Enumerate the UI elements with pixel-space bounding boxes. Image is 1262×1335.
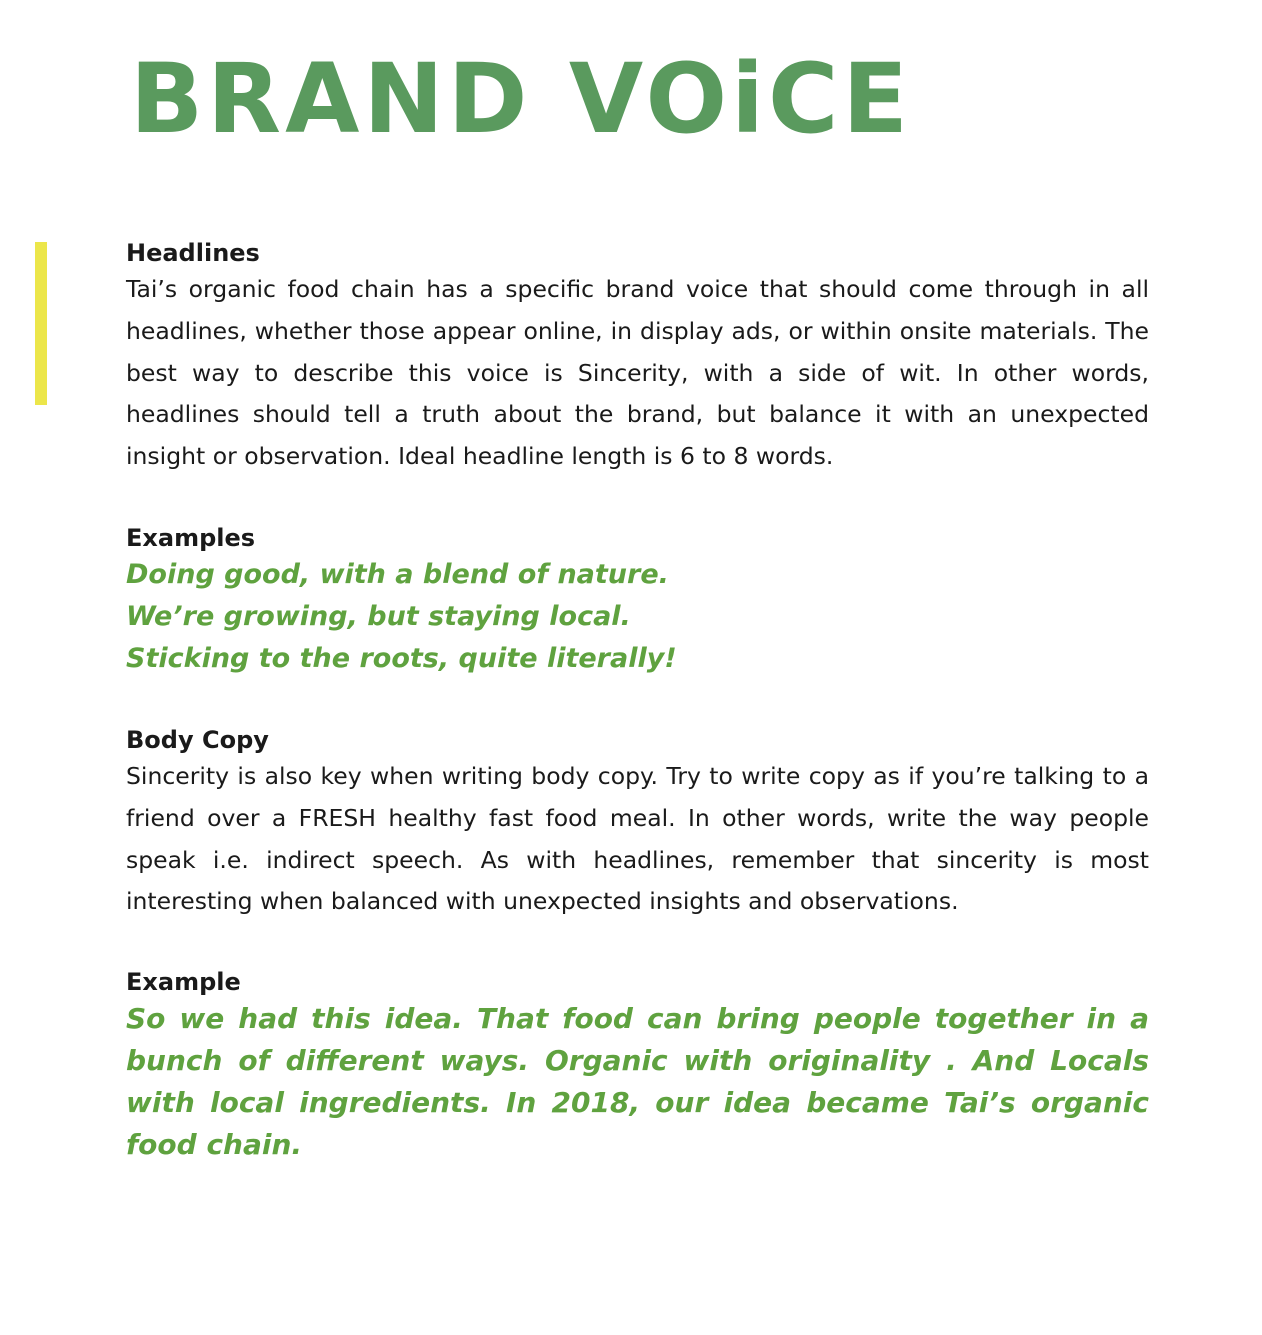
example-heading: Example: [126, 968, 241, 997]
headlines-heading: Headlines: [126, 239, 260, 267]
body-copy-body: Sincerity is also key when writing body copy. Try to write copy as if you’re talking to a friend over a FRESH healthy fast food meal. In other words, write the way people speak i.e. indirect speech. As with headlines, remember that sincerity is most interesting when balanced with unexpected insights and observations.: [126, 761, 1149, 916]
headlines-body: Tai’s organic food chain has a specific brand voice that should come through in all headlines, whether those appear online, in display ads, or within onsite materials. The best way to describe this voice is Sincerity, with a side of wit. In other words, headlines should tell a truth about the brand, but balance it with an unexpected insight or observation. Ideal headline length is 6 to 8 words.: [126, 275, 1149, 471]
section-examples: [126, 522, 1149, 680]
example-item: Sticking to the roots, quite literally!: [126, 642, 677, 674]
accent-bar: [35, 242, 47, 405]
examples-heading: Examples: [126, 523, 256, 552]
example-item: Doing good, with a blend of nature.: [126, 558, 669, 590]
examples-list: [126, 554, 1149, 680]
section-body-copy: [126, 724, 1149, 923]
page-title: BRAND VOiCE: [130, 43, 912, 155]
example-body: So we had this idea. That food can bring people together in a bunch of different ways. Organic with originality . And Locals with local ingredients. In 2018, our idea became Tai’s organic food chain.: [126, 1002, 1149, 1162]
section-example: [126, 966, 1149, 1166]
section-headlines: [126, 237, 1149, 478]
example-item: We’re growing, but staying local.: [126, 600, 631, 632]
content: [126, 237, 1149, 1166]
body-copy-heading: Body Copy: [126, 725, 269, 754]
